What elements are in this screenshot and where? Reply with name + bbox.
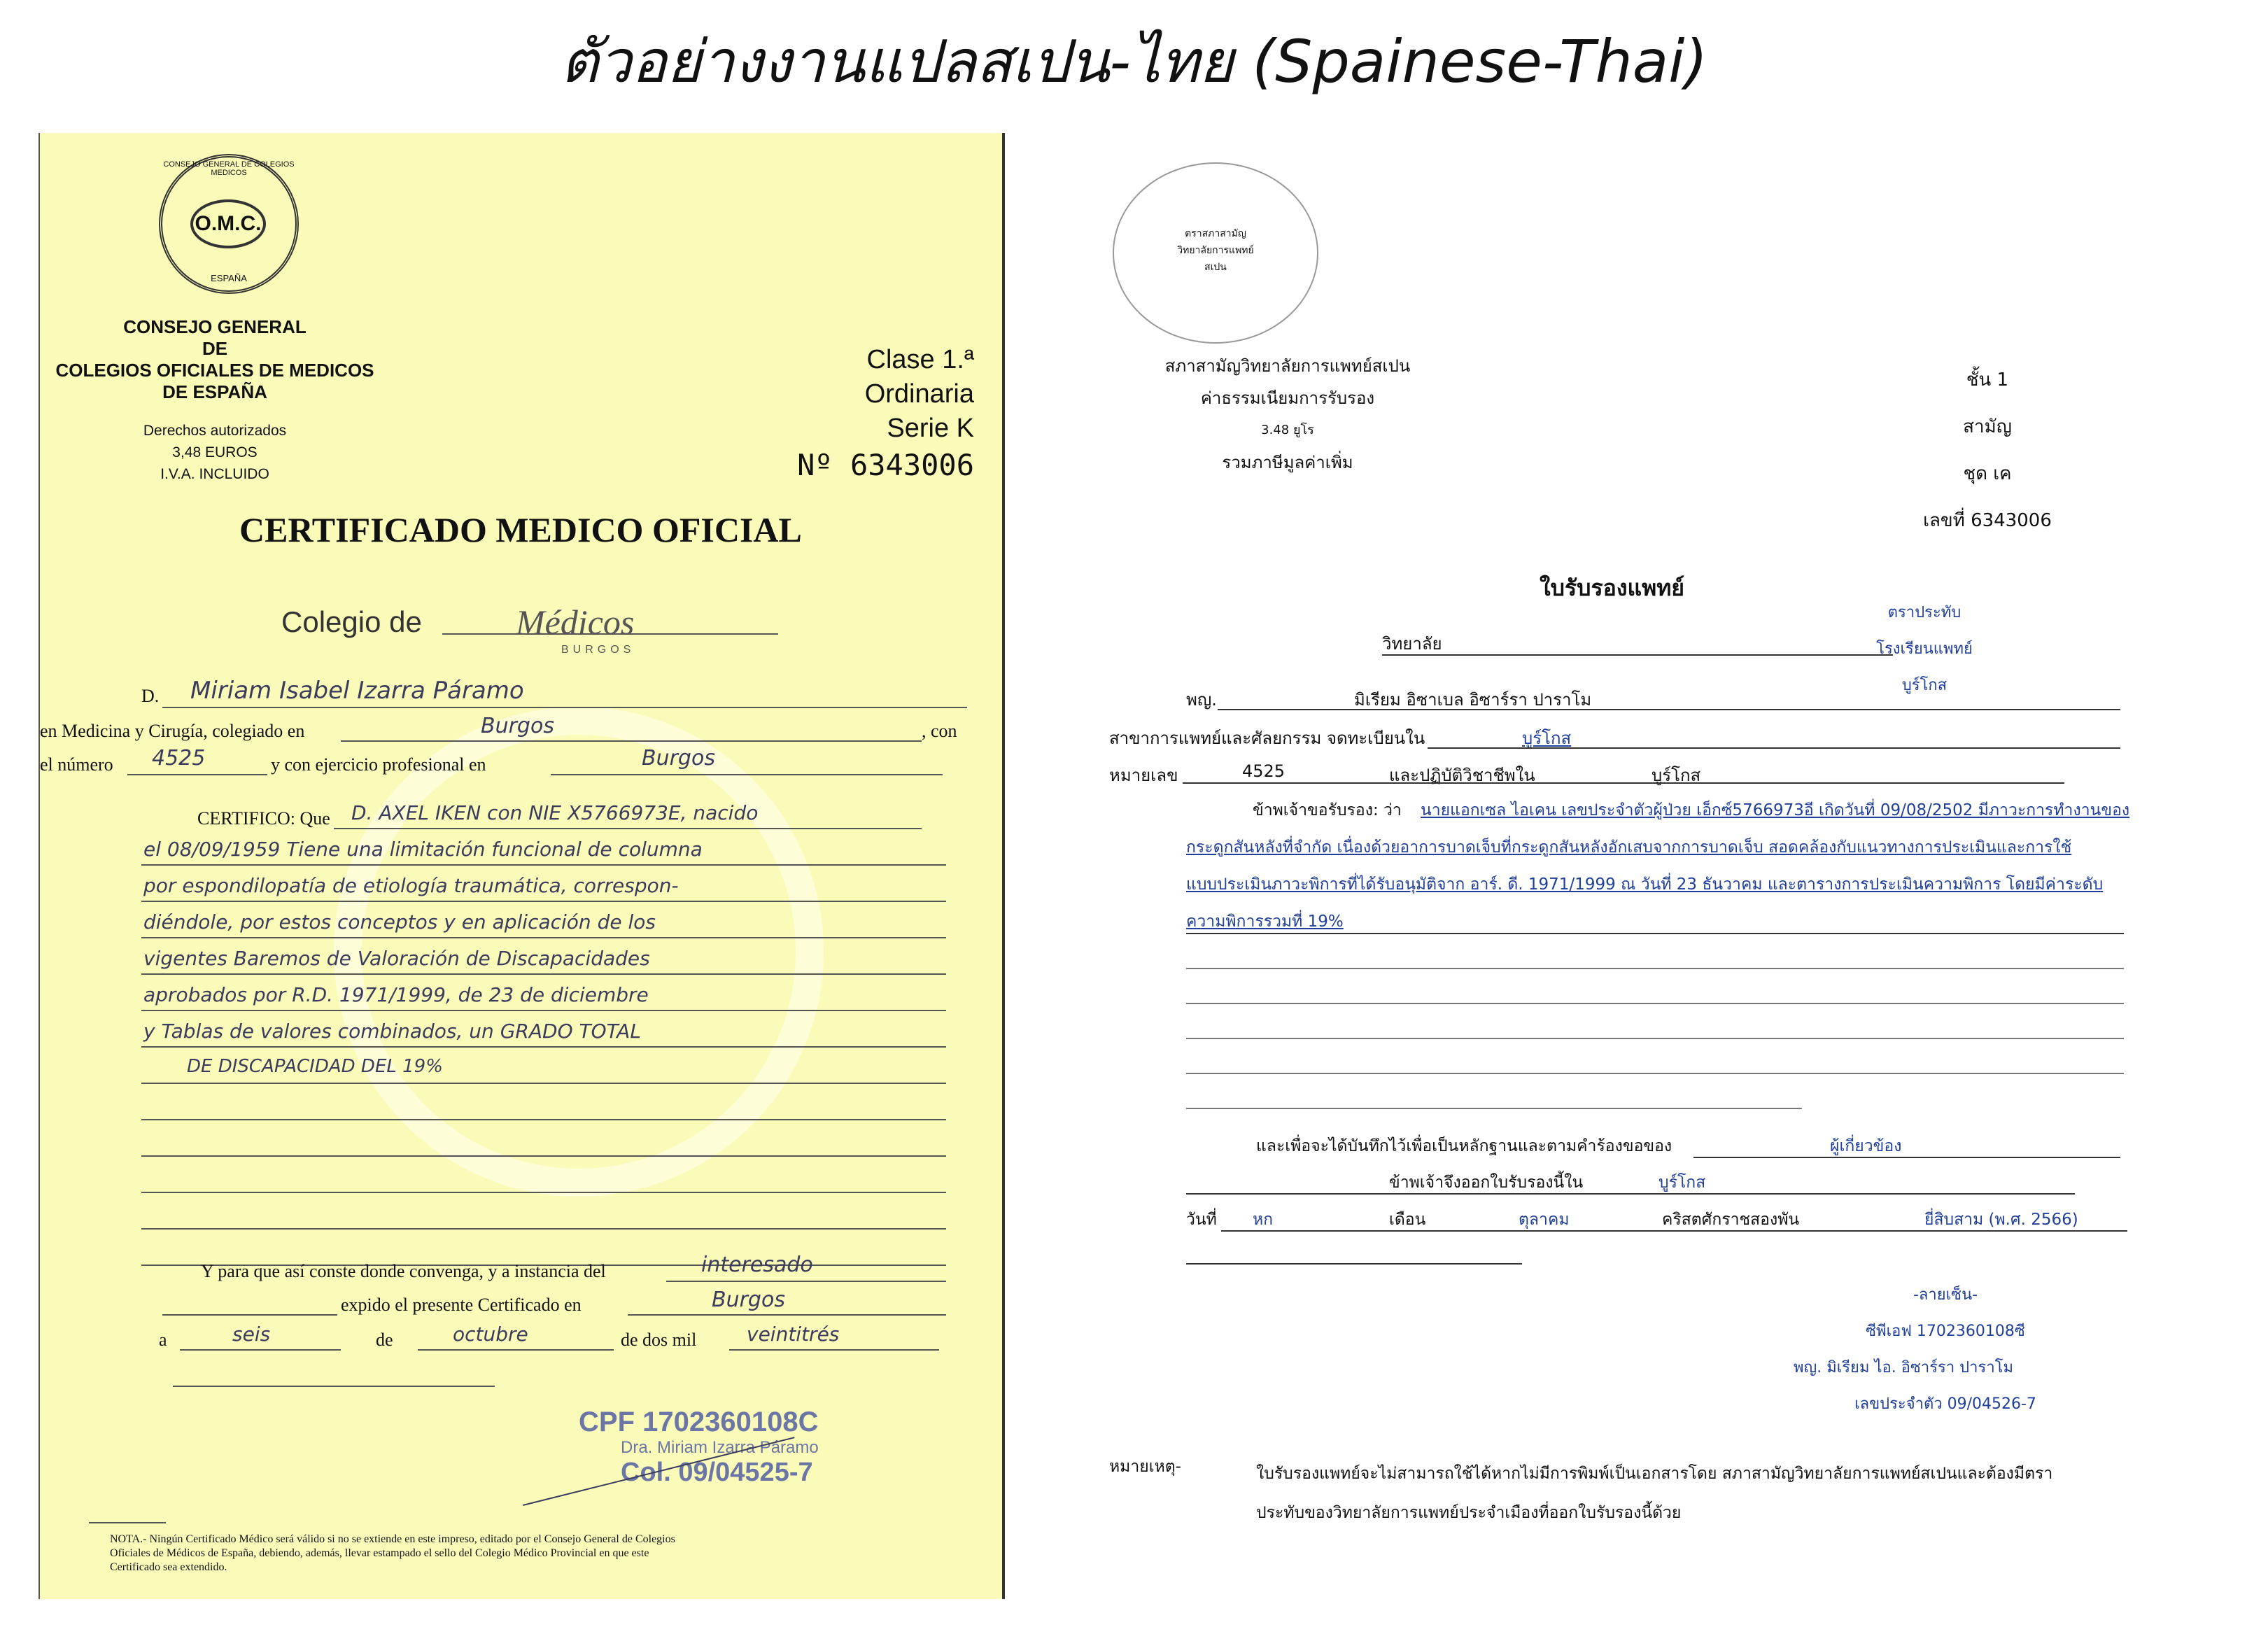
colegiado-en: Burgos [481, 714, 554, 738]
thai-signature-block: -ลายเซ็น- ซีพีเอฟ 1702360108ซี พญ. มิเรียม ไอ. อิซาร์รา ปาราโม เลขประจำตัว 09/04526-7 [1793, 1286, 2036, 1413]
thai-issue-value: บูร์โกส [1658, 1174, 1706, 1192]
body-line-5: vigentes Baremos de Valoración de Discapacidades [143, 947, 650, 970]
thai-dr-label: พญ. [1186, 690, 1217, 710]
thai-month: ตุลาคม [1519, 1211, 1570, 1229]
con-label: , con [922, 721, 957, 741]
colegio-sub: BURGOS [561, 644, 635, 656]
thai-stamp-note: ตราประทับ โรงเรียนแพทย์ บูร์โกส [1876, 604, 1973, 694]
thai-cert-line-1: นายแอกเซล ไอเคน เลขประจำตัวผู้ป่วย เอ็กซ์5766973อี เกิดวันที่ 09/08/2502 มีภาวะการทำงานของ [1421, 801, 2130, 819]
thai-title: ใบรับรองแพทย์ [1540, 575, 1685, 601]
thai-closing-label: และเพื่อจะได้บันทึกไว้เพื่อเป็นหลักฐานและตามคำร้องขอของ [1256, 1137, 1672, 1155]
body-line-4: diéndole, por estos conceptos y en aplicación de los [143, 910, 656, 934]
de-label: de [376, 1330, 393, 1350]
numero-colegiado: 4525 [152, 746, 206, 770]
thai-cert-line-3: แบบประเมินภาวะพิการที่ได้รับอนุมัติจาก อาร์. ดี. 1971/1999 ณ วันที่ 23 ธันวาคม และตารางการประเมินความพิการ โดยมีค่าระดับ [1186, 875, 2104, 894]
thai-org-block: สภาสามัญวิทยาลัยการแพทย์สเปน ค่าธรรมเนียมการรับรอง 3.48 ยูโร รวมภาษีมูลค่าเพิ่ม [1164, 356, 1411, 472]
body-line-7: y Tablas de valores combinados, un GRADO TOTAL [143, 1020, 641, 1043]
thai-reg-label: หมายเลข [1109, 766, 1178, 785]
thai-reg-value: 4525 [1242, 761, 1286, 781]
expido-en: Burgos [712, 1288, 785, 1312]
body-line-6: aprobados por R.D. 1971/1999, de 23 de diciembre [143, 983, 649, 1006]
mes: octubre [453, 1323, 528, 1346]
nota-block: NOTA.- Ningún Certificado Médico será válido si no se extiende en este impreso, editado por el Consejo General de Colegios Oficiales de Médicos de España, debiendo, además, llevar estampado el sello del Colegio Médico Provincial en que este Certificado sea extendido. [110, 1533, 675, 1573]
thai-month-label: เดือน [1389, 1211, 1426, 1229]
serial-number: Nº 6343006 [797, 448, 974, 482]
certifico-label: CERTIFICO: Que [197, 808, 330, 829]
thai-practice-label: และปฏิบัติวิชาชีพใน [1389, 766, 1535, 785]
colegio-label: Colegio de [281, 605, 422, 638]
page-heading: ตัวอย่างงานแปลสเปน-ไทย (Spainese-Thai) [560, 27, 1708, 96]
ejercicio-label: y con ejercicio profesional en [271, 754, 486, 775]
expido-label: expido el presente Certificado en [341, 1295, 582, 1315]
thai-cert-line-2: กระดูกสันหลังที่จำกัด เนื่องด้วยอาการบาดเจ็บที่กระดูกสันหลังอักเสบจากการบาดเจ็บ สอดคล้องกับแนวทางการประเมินและการใช้ [1186, 838, 2072, 857]
d-label: D. [141, 686, 160, 706]
fee-block: Derechos autorizados 3,48 EUROS I.V.A. INCLUIDO [143, 423, 287, 482]
de-dos-mil-label: de dos mil [621, 1330, 697, 1350]
thai-practice-value: บูร์โกส [1651, 766, 1701, 785]
clase-block: Clase 1.ª Ordinaria Serie K [864, 345, 974, 443]
body-line-1: D. AXEL IKEN con NIE X5766973E, nacido [351, 801, 759, 824]
thai-field-value: บูร์โกส [1522, 728, 1572, 748]
seal-bottom-text: ESPAÑA [211, 273, 247, 283]
conste-label: Y para que así conste donde convenga, y a instancia del [201, 1261, 606, 1281]
dia: seis [232, 1323, 271, 1346]
thai-cert-prefix: ข้าพเจ้าขอรับรอง: ว่า [1253, 801, 1402, 819]
thai-year: ยี่สิบสาม (พ.ศ. 2566) [1924, 1211, 2078, 1229]
body-line-8: DE DISCAPACIDAD DEL 19% [187, 1056, 443, 1077]
org-name: CONSEJO GENERAL DE COLEGIOS OFICIALES DE MEDICOS DE ESPAÑA [55, 316, 374, 402]
seal-ring-text: CONSEJO GENERAL DE COLEGIOS MEDICOS [163, 160, 295, 177]
numero-label: el número [40, 754, 113, 775]
colegio-logo: Médicos [516, 603, 635, 642]
thai-class-block: ชั้น 1 สามัญ ชุด เค เลขที่ 6343006 [1923, 369, 2052, 531]
thai-closing-value: ผู้เกี่ยวข้อง [1830, 1137, 1902, 1155]
thai-day: หก [1253, 1211, 1274, 1229]
thai-seal: ตราสภาสามัญ วิทยาลัยการแพทย์ สเปน [1113, 162, 1318, 344]
thai-dr-name: มิเรียม อิซาเบล อิซาร์รา ปาราโม [1354, 690, 1592, 710]
thai-field-label: สาขาการแพทย์และศัลยกรรม จดทะเบียนใน [1109, 728, 1425, 748]
ejercicio-en: Burgos [642, 746, 715, 770]
thai-note-label: หมายเหตุ- [1109, 1458, 1181, 1476]
thai-issue-label: ข้าพเจ้าจึงออกใบรับรองนี้ใน [1389, 1174, 1584, 1192]
doctor-stamp: CPF 1702360108C Dra. Miriam Izarra Páramo Col. 09/04525-7 [579, 1407, 819, 1487]
medicina-label: en Medicina y Cirugía, colegiado en [40, 721, 305, 741]
thai-college-label: วิทยาลัย [1382, 634, 1442, 654]
body-line-2: el 08/09/1959 Tiene una limitación funcional de columna [143, 838, 703, 861]
certificate-title: CERTIFICADO MEDICO OFICIAL [239, 510, 802, 549]
anio: veintitrés [747, 1323, 840, 1346]
a-label: a [159, 1330, 167, 1350]
thai-day-label: วันที่ [1186, 1211, 1217, 1229]
spanish-certificate [38, 133, 1005, 1599]
omc-seal [159, 154, 299, 294]
seal-center-text: O.M.C. [190, 199, 266, 248]
thai-year-label: คริสตศักราชสองพัน [1662, 1211, 1800, 1229]
thai-cert-line-4: ความพิการรวมที่ 19% [1186, 913, 1344, 931]
thai-note-block: ใบรับรองแพทย์จะไม่สามารถใช้ได้หากไม่มีการพิมพ์เป็นเอกสารโดย สภาสามัญวิทยาลัยการแพทย์สเปนและต้องมีตรา ประทับของวิทยาลัยการแพทย์ประจำเมืองที่ออกใบรับรองนี้ด้วย [1256, 1465, 2053, 1522]
body-line-3: por espondilopatía de etiología traumática, correspon- [143, 874, 679, 897]
interesado: interesado [701, 1253, 813, 1277]
doctor-name: Miriam Isabel Izarra Páramo [190, 677, 524, 705]
